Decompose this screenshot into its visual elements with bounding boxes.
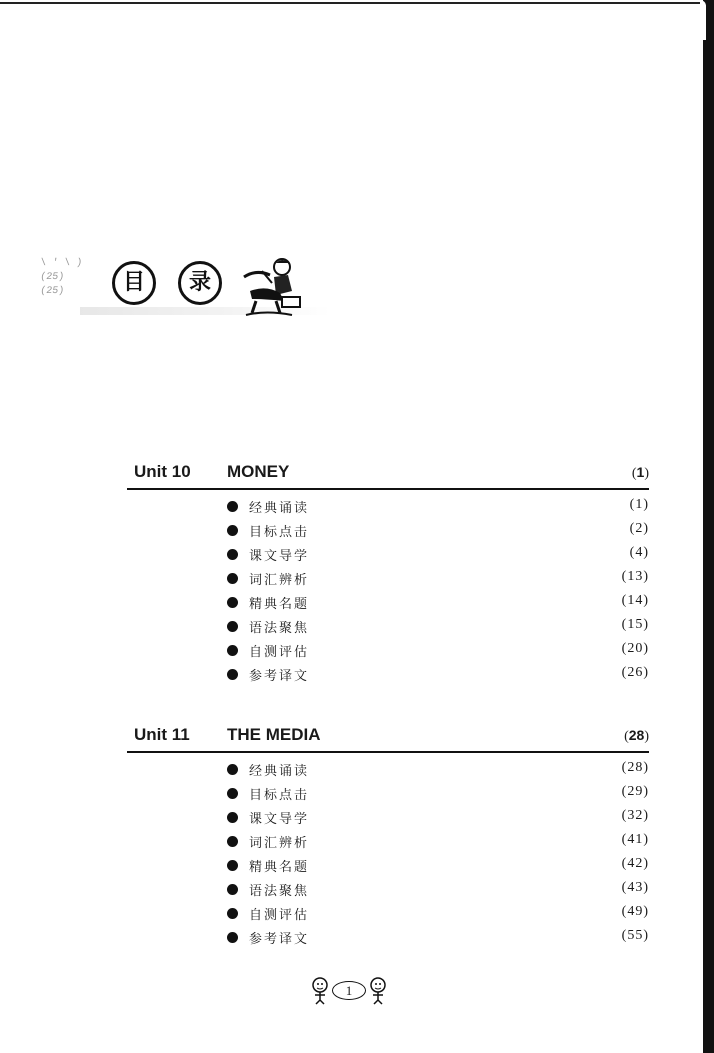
bullet xyxy=(227,525,238,536)
ghost-line: (25) xyxy=(39,286,65,297)
unit-section xyxy=(127,723,649,947)
unit-heading xyxy=(127,460,649,490)
contents-header xyxy=(40,255,320,325)
page-right-edge xyxy=(703,0,714,1053)
toc-item-label: 自测评估 xyxy=(249,645,310,660)
unit-page[interactable]: (1) xyxy=(631,464,649,481)
toc-item-page: (15) xyxy=(621,617,649,632)
page-number: 1 xyxy=(332,981,366,1000)
toc-item[interactable] xyxy=(227,640,649,664)
toc-item-page: (29) xyxy=(621,784,649,799)
toc-item-label: 目标点击 xyxy=(249,525,310,540)
unit-title: THE MEDIA xyxy=(227,725,321,744)
ghost-line: \ ' \ ) xyxy=(39,258,83,269)
toc-item[interactable] xyxy=(227,807,649,831)
unit-page[interactable]: (28) xyxy=(624,727,649,744)
unit-items xyxy=(227,759,649,951)
toc-item-page: (13) xyxy=(621,569,649,584)
toc-item[interactable] xyxy=(227,616,649,640)
toc-item-page: (49) xyxy=(621,904,649,919)
title-char-lu: 录 xyxy=(178,261,222,305)
toc-item[interactable] xyxy=(227,927,649,951)
toc-item-label: 自测评估 xyxy=(249,908,310,923)
bullet xyxy=(227,764,238,775)
toc-item-label: 精典名题 xyxy=(249,597,310,612)
unit-number: Unit 11 xyxy=(134,725,190,744)
bullet xyxy=(227,669,238,680)
toc-item-label: 课文导学 xyxy=(249,549,310,564)
toc-item[interactable] xyxy=(227,496,649,520)
toc-item-label: 课文导学 xyxy=(249,812,310,827)
toc-item[interactable] xyxy=(227,855,649,879)
left-kid-icon xyxy=(308,975,332,1005)
toc-item[interactable] xyxy=(227,759,649,783)
toc-item-page: (26) xyxy=(621,665,649,680)
toc-item-label: 经典诵读 xyxy=(249,501,310,516)
unit-page-number: 28 xyxy=(628,727,645,743)
toc-item-page: (32) xyxy=(621,808,649,823)
bullet xyxy=(227,621,238,632)
toc-item-page: (20) xyxy=(621,641,649,656)
toc-item-page: (14) xyxy=(621,593,649,608)
toc-item-label: 参考译文 xyxy=(249,669,310,684)
toc-item-label: 目标点击 xyxy=(249,788,310,803)
right-kid-icon xyxy=(366,975,390,1005)
toc-item-page: (42) xyxy=(621,856,649,871)
toc-item[interactable] xyxy=(227,879,649,903)
toc-item-label: 语法聚焦 xyxy=(249,884,310,899)
bullet xyxy=(227,573,238,584)
bullet xyxy=(227,501,238,512)
reading-man-illustration xyxy=(236,255,306,317)
toc-item[interactable] xyxy=(227,592,649,616)
toc-item-label: 经典诵读 xyxy=(249,764,310,779)
faded-bleed-text xyxy=(40,257,82,299)
toc-item-page: (28) xyxy=(621,760,649,775)
bullet xyxy=(227,884,238,895)
bullet xyxy=(227,812,238,823)
toc-item-page: (43) xyxy=(621,880,649,895)
bullet xyxy=(227,645,238,656)
toc-item-label: 词汇辨析 xyxy=(249,836,310,851)
toc-item[interactable] xyxy=(227,568,649,592)
unit-items xyxy=(227,496,649,688)
unit-heading xyxy=(127,723,649,753)
ghost-line: (25) xyxy=(39,272,65,283)
toc-item-page: (55) xyxy=(621,928,649,943)
toc-item-page: (1) xyxy=(629,497,649,512)
bullet xyxy=(227,549,238,560)
title-char-mu: 目 xyxy=(112,261,156,305)
bullet xyxy=(227,860,238,871)
bullet xyxy=(227,932,238,943)
toc-item-page: (4) xyxy=(629,545,649,560)
bullet xyxy=(227,908,238,919)
toc-item[interactable] xyxy=(227,520,649,544)
toc-item-label: 参考译文 xyxy=(249,932,310,947)
bullet xyxy=(227,836,238,847)
toc-item[interactable] xyxy=(227,831,649,855)
toc-item-page: (41) xyxy=(621,832,649,847)
toc-item-page: (2) xyxy=(629,521,649,536)
unit-page-number: 1 xyxy=(636,464,645,480)
toc-item[interactable] xyxy=(227,903,649,927)
toc-item[interactable] xyxy=(227,664,649,688)
page-footer xyxy=(308,975,388,1005)
unit-number: Unit 10 xyxy=(134,462,191,481)
toc-item-label: 精典名题 xyxy=(249,860,310,875)
bullet xyxy=(227,788,238,799)
top-border xyxy=(0,2,700,4)
toc-item[interactable] xyxy=(227,783,649,807)
toc-item-label: 语法聚焦 xyxy=(249,621,310,636)
unit-section xyxy=(127,460,649,684)
bullet xyxy=(227,597,238,608)
unit-title: MONEY xyxy=(227,462,290,481)
toc-item[interactable] xyxy=(227,544,649,568)
toc-item-label: 词汇辨析 xyxy=(249,573,310,588)
